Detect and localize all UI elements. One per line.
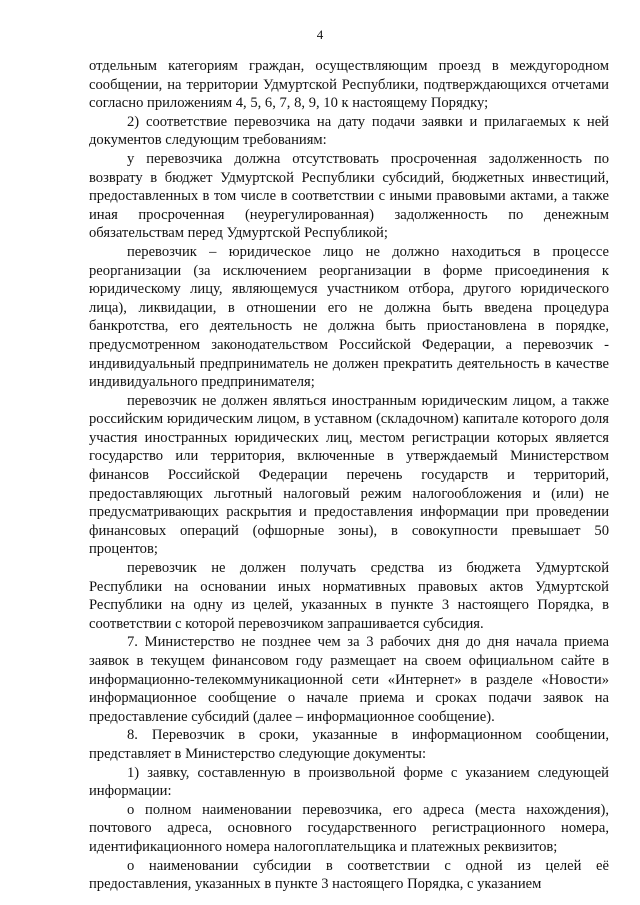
- paragraph-carrier-info: о полном наименовании перевозчика, его адреса (места нахождения), почтового адреса, основного государственного регистрационного номера, идентификационного номера налогоплательщика и платежных реквизитов;: [89, 801, 609, 855]
- paragraph-application: 1) заявку, составленную в произвольной форме с указанием следующей информации:: [89, 764, 609, 800]
- paragraph-continuation: отдельным категориям граждан, осуществляющим проезд в междугородном сообщении, на территории Удмуртской Республики, подтверждающихся отчетами согласно приложениям 4, 5, 6, 7, 8, 9, 10 к настоящему Порядку;: [89, 58, 609, 112]
- page-number: 4: [316, 27, 324, 42]
- paragraph-item-7: 7. Министерство не позднее чем за 3 рабочих дня до дня начала приема заявок в текущем финансовом году размещает на своем официальном сайте в информационно-телекоммуникационной сети «Интернет» в разделе «Новости» информационное сообщение о начале приема и сроках подачи заявок на предоставление субсидий (далее – информационное сообщение).: [89, 634, 609, 725]
- paragraph-subsidy-name: о наименовании субсидии в соответствии с одной из целей её предоставления, указанных в пункте 3 настоящего Порядка, с указанием: [89, 857, 609, 893]
- paragraph-no-reorganization: перевозчик – юридическое лицо не должно находиться в процессе реорганизации (за исключением реорганизации в форме присоединения к юридическому лицу, являющемуся участником отбора, другого юридического лица), ликвидации, в отношении его не должна быть введена процедура банкротства, его деятельность не должна быть приостановлена в порядке, предусмотренном законодательством Российской Федерации, а перевозчик - индивидуальный предприниматель не должен прекратить деятельность в качестве индивидуального предпринимателя;: [89, 243, 609, 391]
- document-body: [89, 57, 609, 894]
- paragraph-item-8: 8. Перевозчик в сроки, указанные в информационном сообщении, представляет в Министерство следующие документы:: [89, 727, 609, 762]
- paragraph-no-foreign: перевозчик не должен являться иностранным юридическим лицом, а также российским юридическим лицом, в уставном (складочном) капитале которого доля участия иностранных юридических лиц, местом регистрации которых является государство или территория, включенные в утверждаемый Министерством финансов Российской Федерации перечень государств и территорий, предоставляющих льготный налоговый режим налогообложения и (или) не предусматривающих раскрытия и предоставления информации при проведении финансовых операций (офшорные зоны), в совокупности превышает 50 процентов;: [89, 392, 609, 558]
- paragraph-no-other-funds: перевозчик не должен получать средства из бюджета Удмуртской Республики на основании иных нормативных правовых актов Удмуртской Республики на одну из целей, указанных в пункте 3 настоящего Порядка, в соответствии с которой перевозчиком запрашивается субсидия.: [89, 560, 609, 632]
- paragraph-requirements-intro: 2) соответствие перевозчика на дату подачи заявки и прилагаемых к ней документов следующим требованиям:: [89, 113, 609, 149]
- paragraph-no-debt: у перевозчика должна отсутствовать просроченная задолженность по возврату в бюджет Удмуртской Республики субсидий, бюджетных инвестиций, предоставленных в том числе в соответствии с иными правовыми актами, а также иная просроченная (неурегулированная) задолженность по денежным обязательствам перед Удмуртской Республикой;: [89, 150, 609, 242]
